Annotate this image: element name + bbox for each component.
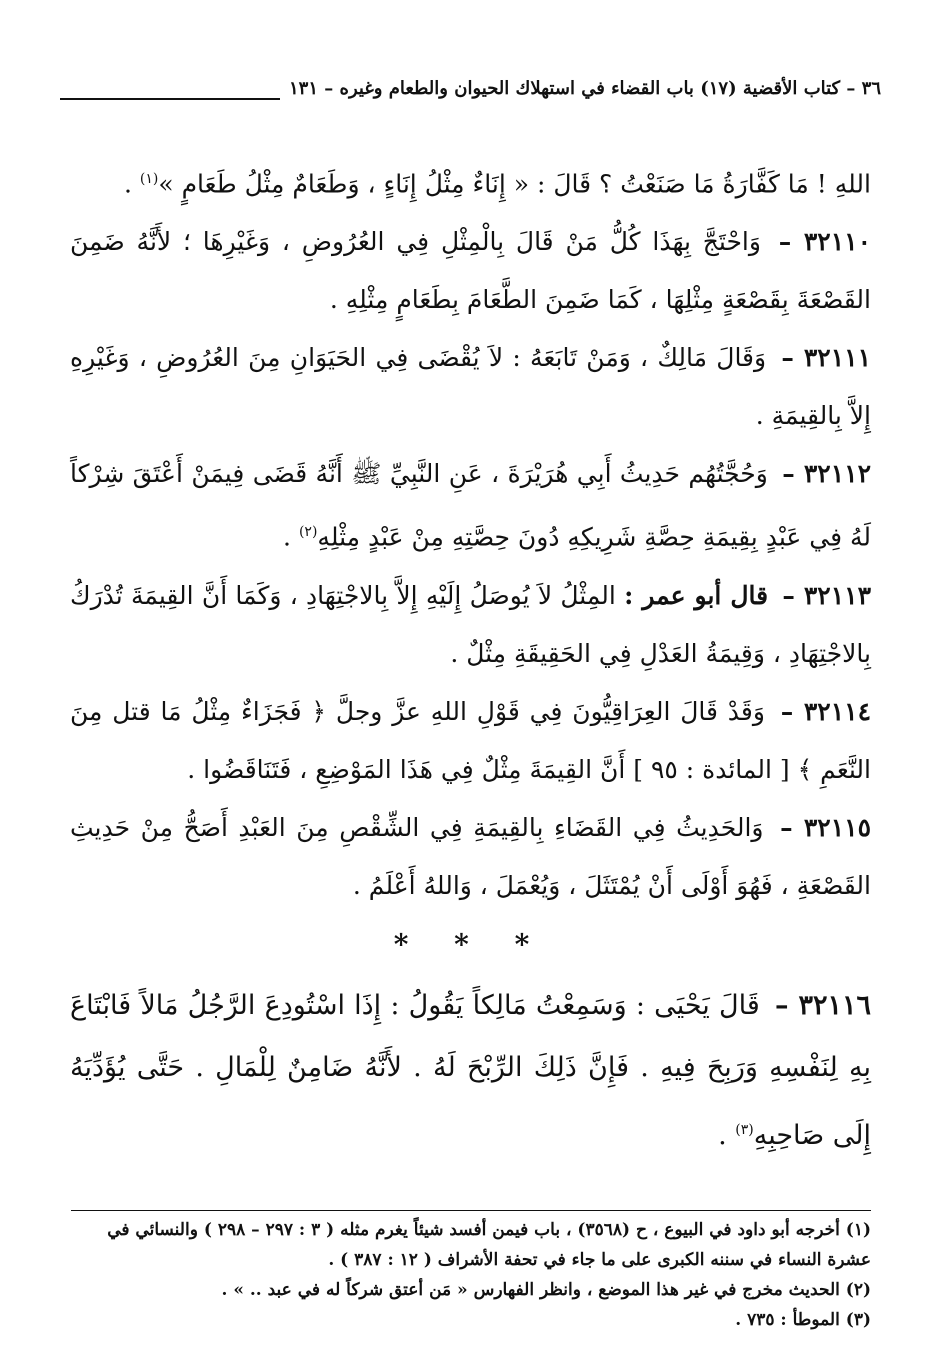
paragraph-32110 (70, 213, 871, 329)
running-head: ٣٦ – كتاب الأقضية (١٧) باب القضاء في استهلاك الحيوان والطعام وغيره – ١٣١ (289, 78, 881, 99)
footnote-3: (٣) الموطأ : ٧٣٥ . (735, 1310, 871, 1330)
footnote-ref: (٢) (298, 524, 318, 541)
main-text (70, 150, 871, 1167)
page-header (60, 70, 881, 130)
paragraph-number: ٣٢١١٢ – (782, 459, 871, 489)
footnotes (70, 1215, 871, 1335)
paragraph-text: اللهِ ! مَا كَفَّارَةُ مَا صَنَعْتُ ؟ قَالَ : « إِنَاءٌ مِثْلُ إِنَاءٍ ، وَطَعَامٌ مِثْلُ طَعَامٍ » (158, 169, 871, 199)
paragraph-number: ٣٢١١٠ – (778, 227, 871, 257)
footnote-rule (71, 1210, 871, 1211)
paragraph-32116 (70, 975, 871, 1167)
paragraph-number: ٣٢١١٥ – (780, 812, 871, 842)
footnote-2: (٢) الحديث مخرج في غير هذا الموضع ، وانظر الفهارس « مَن أعتق شركاً له في عبد .. » . (221, 1280, 871, 1300)
paragraph-tail: . (123, 169, 132, 199)
paragraph-text: وَقَدْ قَالَ العِرَاقِيُّونَ فِي قَوْلِ اللهِ عزَّ وجلَّ ﴿ فَجَزَاءٌ مِثْلُ مَا قتل مِنَ النَّعَمِ ﴾ [ المائدة : ٩٥ ] أَنَّ القِيمَةَ مِثْلٌ فِي هَذَا المَوْضِعِ ، فَتَنَاقَضُوا . (70, 696, 871, 784)
paragraph-number: ٣٢١١٤ – (780, 696, 871, 726)
paragraph-32111 (70, 329, 871, 445)
paragraph-text: وَاحْتَجَّ بِهَذَا كُلُّ مَنْ قَالَ بِالْمِثْلِ فِي العُرُوضِ ، وَغَيْرِهَا ؛ لأَنَّهُ ضَمِنَ القَصْعَةَ بِقَصْعَةٍ مِثْلِهَا ، كَمَا ضَمِنَ الطَّعَامَ بِطَعَامٍ مِثْلِهِ . (70, 227, 871, 315)
paragraph-text: وَحُجَّتُهُم حَدِيثُ أَبِي هُرَيْرَةَ ، عَنِ النَّبِيِّ ﷺ أَنَّهُ قَضَى فِيمَنْ أَعْتَقَ شِرْكاً لَهُ فِي عَبْدٍ بِقِيمَةِ حِصَّةِ شَرِيكِهِ دُونَ حِصَّتِهِ مِنْ عَبْدٍ مِثْلِهِ (70, 459, 871, 552)
paragraph-32112 (70, 445, 871, 566)
section-separator: * * * (393, 927, 548, 961)
paragraph-tail: . (283, 522, 291, 552)
paragraph-text: المِثْلُ لاَ يُوصَلُ إِلَيْهِ إِلاَّ بِالاجْتِهَادِ ، وَكَمَا أَنَّ القِيمَةَ تُدْرَكُ بِالاجْتِهَادِ ، وَقِيمَةُ العَدْلِ فِي الحَقِيقَةِ مِثْلٌ . (70, 580, 871, 668)
paragraph-intro (70, 150, 871, 213)
footnote-ref: (٣) (735, 1121, 754, 1138)
paragraph-number: ٣٢١١٦ – (774, 989, 871, 1021)
paragraph-text: وَقَالَ مَالِكٌ ، وَمَنْ تَابَعَهُ : لاَ يُقْضَى فِي الحَيَوَانِ مِنَ العُرُوضِ ، وَغَيْرِهِ إِلاَّ بِالقِيمَةِ . (70, 343, 871, 431)
paragraph-number: ٣٢١١٣ – (782, 580, 871, 610)
paragraph-32113 (70, 567, 871, 683)
paragraph-32115 (70, 799, 871, 915)
author-lead: قال أبو عمر : (624, 580, 769, 610)
paragraph-32114 (70, 683, 871, 799)
paragraph-text: وَالحَدِيثُ فِي القَضَاءِ بِالقِيمَةِ فِي الشِّقْصِ مِنَ العَبْدِ أَصَحُّ مِنْ حَدِيثِ القَصْعَةِ ، فَهُوَ أَوْلَى أَنْ يُمْتَثَلَ ، وَيُعْمَلَ ، وَاللهُ أَعْلَمُ . (70, 812, 871, 900)
header-rule (60, 98, 280, 100)
paragraph-text: قَالَ يَحْيَى : وَسَمِعْتُ مَالِكاً يَقُولُ : إِذَا اسْتُودِعَ الرَّجُلُ مَالاً فَابْتَاعَ بِهِ لِنَفْسِهِ وَرَبِحَ فِيهِ . فَإِنَّ ذَلِكَ الرِّبْحَ لَهُ . لأَنَّهُ ضَامِنٌ لِلْمَالِ . حَتَّى يُؤَدِّيَهُ إِلَى صَاحِبِهِ (70, 989, 871, 1151)
paragraph-number: ٣٢١١١ – (781, 343, 871, 373)
paragraph-tail: . (718, 1119, 727, 1151)
footnote-1: (١) أخرجه أبو داود في البيوع ، ح (٣٥٦٨) ، باب فيمن أفسد شيئاً يغرم مثله ( ٣ : ٢٩٧ – ٢٩٨ ) والنسائي في عشرة النساء في سننه الكبرى على ما جاء في تحفة الأشراف ( ١٢ : ٣٨٧ ) . (107, 1220, 871, 1270)
footnote-ref: (١) (139, 171, 159, 187)
